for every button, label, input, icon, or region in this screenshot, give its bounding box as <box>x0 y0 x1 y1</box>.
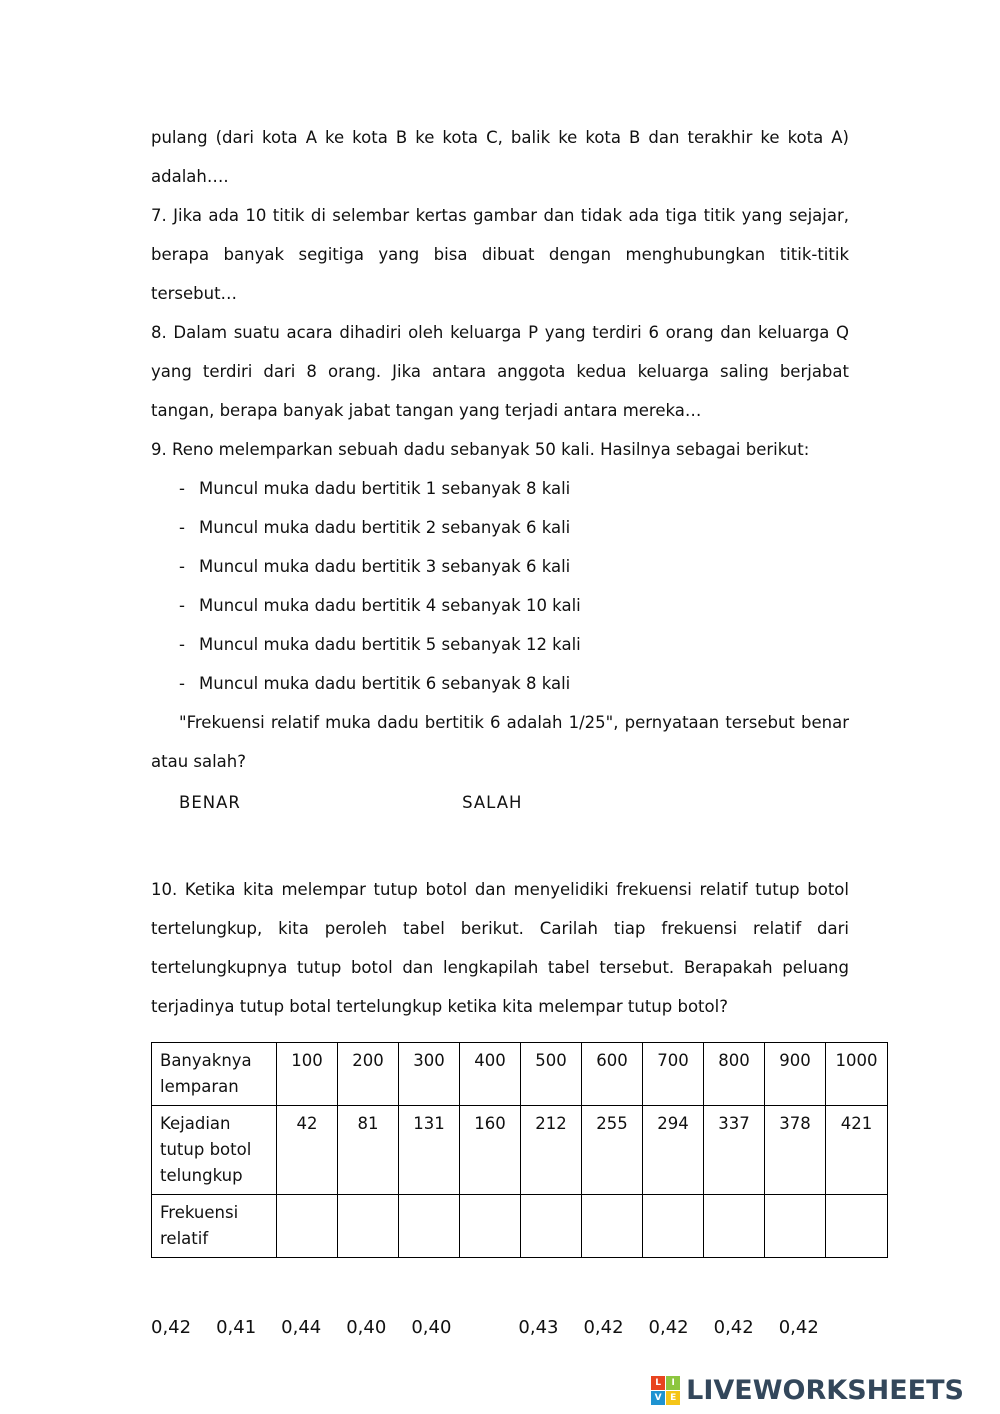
list-item-text: Muncul muka dadu bertitik 1 sebanyak 8 kali <box>199 479 571 498</box>
list-item <box>179 625 849 664</box>
lemparan-cell: 100 <box>277 1043 338 1106</box>
list-item-text: Muncul muka dadu bertitik 5 sebanyak 12 kali <box>199 635 581 654</box>
kejadian-cell: 294 <box>643 1106 704 1195</box>
list-item-text: Muncul muka dadu bertitik 4 sebanyak 10 kali <box>199 596 581 615</box>
kejadian-cell: 337 <box>704 1106 765 1195</box>
answer-token[interactable]: 0,41 <box>216 1317 257 1338</box>
frekuensi-cell-empty[interactable] <box>521 1195 582 1258</box>
question-9-intro: 9. Reno melemparkan sebuah dadu sebanyak 50 kali. Hasilnya sebagai berikut: <box>151 440 810 459</box>
table-row-lemparan <box>152 1043 888 1106</box>
logo-square-e: E <box>666 1391 680 1405</box>
row-header-kejadian: Kejadian tutup botol telungkup <box>152 1106 277 1195</box>
frekuensi-cell-empty[interactable] <box>826 1195 888 1258</box>
lemparan-cell: 500 <box>521 1043 582 1106</box>
answer-token[interactable]: 0,42 <box>778 1317 819 1338</box>
frequency-table <box>151 1042 888 1258</box>
question-7: 7. Jika ada 10 titik di selembar kertas gambar dan tidak ada tiga titik yang sejajar, berapa banyak segitiga yang bisa dibuat dengan menghubungkan titik-titik tersebut… <box>151 206 849 303</box>
lemparan-cell: 700 <box>643 1043 704 1106</box>
liveworksheets-logo-icon <box>651 1376 680 1405</box>
kejadian-cell: 131 <box>399 1106 460 1195</box>
answer-token[interactable]: 0,42 <box>151 1317 192 1338</box>
list-item <box>179 547 849 586</box>
list-item-text: Muncul muka dadu bertitik 3 sebanyak 6 kali <box>199 557 571 576</box>
liveworksheets-footer[interactable] <box>651 1375 964 1406</box>
question-10: 10. Ketika kita melempar tutup botol dan menyelidiki frekuensi relatif tutup botol tertelungkup, kita peroleh tabel berikut. Carilah tiap frekuensi relatif dari tertelungkupnya tutup botol dan lengkapilah tabel tersebut. Berapakah peluang terjadinya tutup botal tertelungkup ketika kita melempar tutup botol? <box>151 880 849 1016</box>
row-header-frekuensi: Frekuensi relatif <box>152 1195 277 1258</box>
answer-token[interactable]: 0,42 <box>583 1317 624 1338</box>
lemparan-cell: 200 <box>338 1043 399 1106</box>
list-dash: - <box>179 674 185 693</box>
frekuensi-cell-empty[interactable] <box>277 1195 338 1258</box>
list-item-text: Muncul muka dadu bertitik 6 sebanyak 8 kali <box>199 674 571 693</box>
frekuensi-cell-empty[interactable] <box>765 1195 826 1258</box>
kejadian-cell: 421 <box>826 1106 888 1195</box>
list-dash: - <box>179 635 185 654</box>
answer-token[interactable]: 0,44 <box>281 1317 322 1338</box>
answer-token[interactable]: 0,40 <box>411 1317 452 1338</box>
question-8: 8. Dalam suatu acara dihadiri oleh keluarga P yang terdiri 6 orang dan keluarga Q yang terdiri dari 8 orang. Jika antara anggota kedua keluarga saling berjabat tangan, berapa banyak jabat tangan yang terjadi antara mereka… <box>151 323 849 420</box>
list-item-text: Muncul muka dadu bertitik 2 sebanyak 6 kali <box>199 518 571 537</box>
option-salah[interactable]: SALAH <box>462 793 523 812</box>
frekuensi-cell-empty[interactable] <box>582 1195 643 1258</box>
paragraph-intro: pulang (dari kota A ke kota B ke kota C, balik ke kota B dan terakhir ke kota A) adalah…. <box>151 128 849 186</box>
worksheet-content <box>151 118 878 1347</box>
list-item <box>179 469 849 508</box>
kejadian-cell: 42 <box>277 1106 338 1195</box>
list-item <box>179 586 849 625</box>
question-9-list <box>179 469 849 703</box>
answer-token[interactable]: 0,40 <box>346 1317 387 1338</box>
table-row-frekuensi <box>152 1195 888 1258</box>
frekuensi-cell-empty[interactable] <box>704 1195 765 1258</box>
answer-token[interactable]: 0,43 <box>518 1317 559 1338</box>
list-dash: - <box>179 479 185 498</box>
frekuensi-cell-empty[interactable] <box>460 1195 521 1258</box>
frekuensi-cell-empty[interactable] <box>338 1195 399 1258</box>
lemparan-cell: 800 <box>704 1043 765 1106</box>
lemparan-cell: 600 <box>582 1043 643 1106</box>
logo-square-v: V <box>651 1391 665 1405</box>
lemparan-cell: 300 <box>399 1043 460 1106</box>
frekuensi-cell-empty[interactable] <box>399 1195 460 1258</box>
liveworksheets-brand-text: LIVEWORKSHEETS <box>686 1375 964 1406</box>
frekuensi-cell-empty[interactable] <box>643 1195 704 1258</box>
lemparan-cell: 400 <box>460 1043 521 1106</box>
question-9-statement: "Frekuensi relatif muka dadu bertitik 6 adalah 1/25", pernyataan tersebut benar atau salah? <box>151 713 849 771</box>
kejadian-cell: 212 <box>521 1106 582 1195</box>
kejadian-cell: 81 <box>338 1106 399 1195</box>
list-item <box>179 508 849 547</box>
kejadian-cell: 255 <box>582 1106 643 1195</box>
answer-token[interactable]: 0,42 <box>713 1317 754 1338</box>
list-dash: - <box>179 557 185 576</box>
row-header-lemparan: Banyaknya lemparan <box>152 1043 277 1106</box>
answer-token[interactable]: 0,42 <box>648 1317 689 1338</box>
table-row-kejadian <box>152 1106 888 1195</box>
kejadian-cell: 378 <box>765 1106 826 1195</box>
answer-bank <box>151 1308 849 1347</box>
list-item <box>179 664 849 703</box>
lemparan-cell: 900 <box>765 1043 826 1106</box>
kejadian-cell: 160 <box>460 1106 521 1195</box>
question-9-options <box>151 783 849 822</box>
list-dash: - <box>179 518 185 537</box>
list-dash: - <box>179 596 185 615</box>
option-benar[interactable]: BENAR <box>179 793 241 812</box>
logo-square-i: I <box>666 1376 680 1390</box>
lemparan-cell: 1000 <box>826 1043 888 1106</box>
logo-square-l: L <box>651 1376 665 1390</box>
